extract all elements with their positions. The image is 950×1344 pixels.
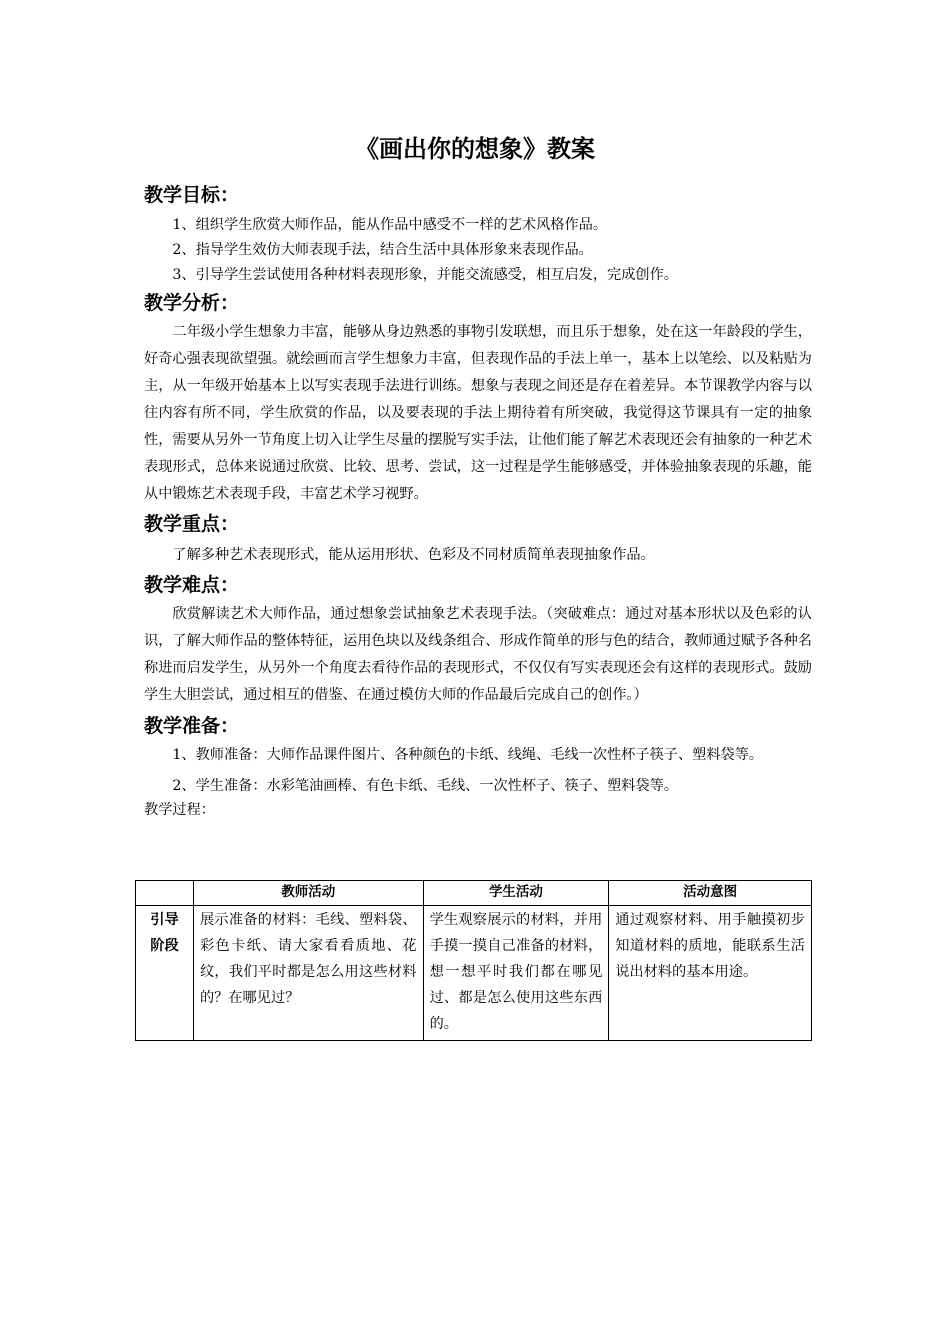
activity-intent-cell: 通过观察材料、用手触摸初步知道材料的质地，能联系生活说出材料的基本用途。 [609,906,812,1041]
objectives-section [144,180,812,288]
objectives-heading: 教学目标： [144,184,240,206]
preparation-heading: 教学准备： [144,715,240,737]
analysis-paragraph: 二年级小学生想象力丰富，能够从身边熟悉的事物引发联想，而且乐于想象，处在这一年龄段的学生，好奇心强表现欲望强。就绘画而言学生想象力丰富，但表现作品的手法上单一，基本上以笔绘、以及粘贴为主，从一年级开始基本上以写实表现手法进行训练。想象与表现之间还是存在着差异。本节课教学内容与以往内容有所不同，学生欣赏的作品，以及要表现的手法上期待着有所突破，我觉得这节课具有一定的抽象性，需要从另外一节角度上切入让学生尽量的摆脱写实手法，让他们能了解艺术表现还会有抽象的一种艺术表现形式，总体来说通过欣赏、比较、思考、尝试，这一过程是学生能够感受，并体验抽象表现的乐趣，能从中锻炼艺术表现手段，丰富艺术学习视野。 [144,324,812,502]
process-table [135,880,812,1041]
document-title: 《画出你的想象》教案 [355,135,595,163]
stage-cell: 引导阶段 [136,906,194,1041]
key-points-paragraph: 了解多种艺术表现形式，能从运用形状、色彩及不同材质简单表现抽象作品。 [172,547,655,563]
student-activity-cell: 学生观察展示的材料，并用手摸一摸自己准备的材料，想一想平时我们都在哪见过、都是怎么使用这些东西的。 [423,906,609,1041]
table-header-cell: 教师活动 [193,881,423,906]
table-header-cell: 学生活动 [423,881,609,906]
table-header-row [136,881,812,906]
preparation-item: 2、学生准备：水彩笔油画棒、有色卡纸、毛线、一次性杯子、筷子、塑料袋等。 [172,778,678,794]
objective-item: 1、组织学生欣赏大师作品，能从作品中感受不一样的艺术风格作品。 [172,217,608,233]
analysis-section [144,288,812,508]
key-points-section [144,509,812,569]
difficulties-paragraph: 欣赏解读艺术大师作品，通过想象尝试抽象艺术表现手法。（突破难点：通过对基本形状以及色彩的认识，了解大师作品的整体特征，运用色块以及线条组合、形成作简单的形与色的结合，教师通过赋予各种名称进而启发学生，从另外一个角度去看待作品的表现形式，不仅仅有写实表现还会有这样的表现形式。鼓励学生大胆尝试，通过相互的借鉴、在通过模仿大师的作品最后完成自己的创作。） [144,606,812,703]
process-label: 教学过程： [144,802,215,818]
table-row [136,906,812,1041]
teacher-activity-cell: 展示准备的材料：毛线、塑料袋、彩色卡纸、请大家看看质地、花纹，我们平时都是怎么用这些材料的？在哪见过？ [193,906,423,1041]
difficulties-section [144,570,812,709]
preparation-section [144,711,812,800]
preparation-item: 1、教师准备：大师作品课件图片、各种颜色的卡纸、线绳、毛线一次性杯子筷子、塑料袋等。 [172,747,764,763]
table-header-cell: 活动意图 [609,881,812,906]
objective-item: 3、引导学生尝试使用各种材料表现形象，并能交流感受，相互启发，完成创作。 [172,267,678,283]
document-body [144,180,812,823]
analysis-heading: 教学分析： [144,292,240,314]
difficulties-heading: 教学难点： [144,574,240,596]
table-header-cell [136,881,194,906]
objective-item: 2、指导学生效仿大师表现手法，结合生活中具体形象来表现作品。 [172,242,593,258]
key-points-heading: 教学重点： [144,513,240,535]
